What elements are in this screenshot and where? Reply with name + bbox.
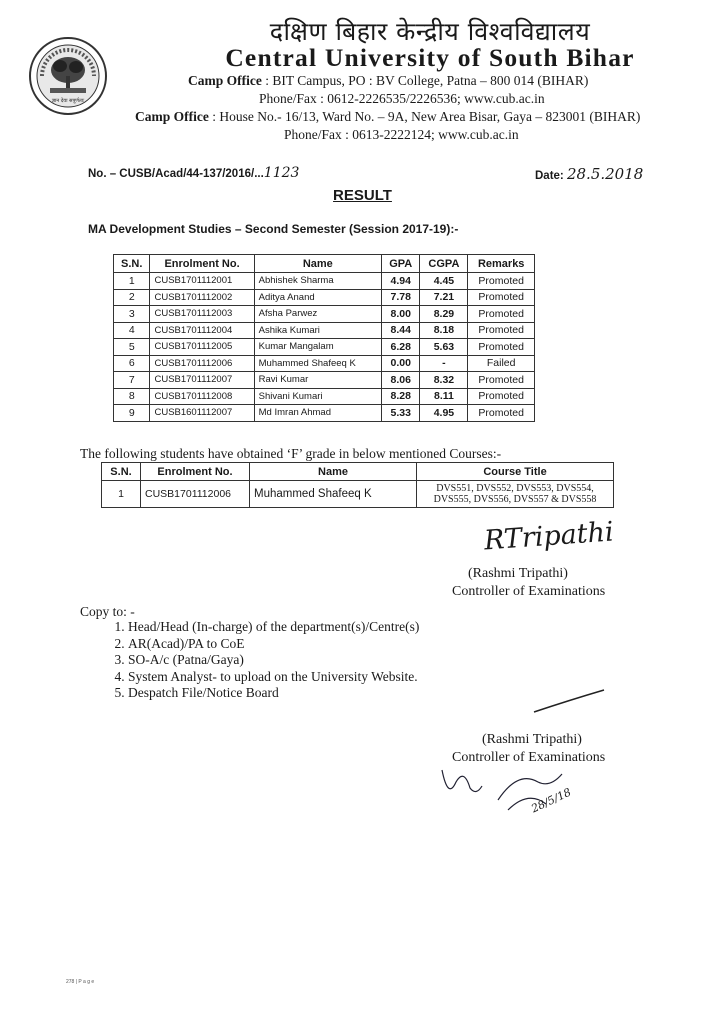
col-sn: S.N. (114, 255, 150, 273)
signature-stroke (530, 686, 610, 716)
fgrade-cell-name: Muhammed Shafeeq K (250, 481, 417, 508)
handwritten-date-note: 28/5/18 (529, 785, 574, 816)
university-logo (28, 36, 108, 116)
cell-remarks: Promoted (468, 405, 535, 422)
signature-handwritten: RTripathi (483, 516, 615, 557)
table-row (114, 372, 535, 389)
cell-name: Abhishek Sharma (254, 273, 381, 290)
cell-enrolment: CUSB1701112006 (150, 355, 254, 372)
table-row (114, 273, 535, 290)
cell-name: Shivani Kumari (254, 388, 381, 405)
table-row (102, 481, 614, 508)
cell-enrolment: CUSB1701112004 (150, 322, 254, 339)
cell-gpa: 6.28 (382, 339, 420, 356)
camp-office-2 (135, 109, 640, 125)
document-date (535, 165, 643, 183)
cell-remarks: Promoted (468, 322, 535, 339)
camp-office-1-phone: Phone/Fax : 0612-2226535/2226536; www.cub.ac.in (259, 91, 545, 106)
cell-remarks: Promoted (468, 372, 535, 389)
copy-to-list (104, 619, 419, 702)
cell-sn: 8 (114, 388, 150, 405)
cell-gpa: 8.28 (382, 388, 420, 405)
fgrade-cell-courses (417, 481, 614, 508)
cell-gpa: 0.00 (382, 355, 420, 372)
date-handwritten: 28.5.2018 (566, 165, 644, 183)
copy-to-label: Copy to: - (80, 604, 135, 619)
table-row (114, 405, 535, 422)
table-row (114, 355, 535, 372)
cell-enrolment: CUSB1701112005 (150, 339, 254, 356)
fgrade-col-course: Course Title (417, 463, 614, 481)
cell-cgpa: 8.32 (420, 372, 468, 389)
table-row (114, 388, 535, 405)
cell-sn: 5 (114, 339, 150, 356)
signatory-title-1: Controller of Examinations (452, 584, 606, 599)
table-row (114, 322, 535, 339)
cell-sn: 3 (114, 306, 150, 323)
cell-remarks: Promoted (468, 306, 535, 323)
programme-subtitle: MA Development Studies – Second Semester (Session 2017-19):- (88, 222, 459, 236)
fgrade-intro: The following students have obtained ‘F’ grade in below mentioned Courses:- (80, 446, 502, 461)
camp-office-2-label: Camp Office (135, 109, 209, 124)
fgrade-course-line-1: DVS551, DVS552, DVS553, DVS554, (436, 483, 594, 494)
fgrade-header-row (102, 463, 614, 481)
fgrade-course-line-2: DVS555, DVS556, DVS557 & DVS558 (433, 494, 597, 505)
reference-handwritten: 1123 (263, 165, 300, 181)
list-item: 2. AR(Acad)/PA to CoE (128, 636, 419, 653)
cell-sn: 6 (114, 355, 150, 372)
camp-office-1-address: : BIT Campus, PO : BV College, Patna – 800 014 (BIHAR) (265, 73, 589, 88)
hindi-university-name: दक्षिण बिहार केन्द्रीय विश्वविद्यालय (269, 17, 591, 46)
cell-name: Ashika Kumari (254, 322, 381, 339)
university-name: Central University of South Bihar (225, 43, 635, 72)
cell-enrolment: CUSB1701112003 (150, 306, 254, 323)
table-row (114, 306, 535, 323)
cell-gpa: 5.33 (382, 405, 420, 422)
cell-remarks: Failed (468, 355, 535, 372)
cell-enrolment: CUSB1601112007 (150, 405, 254, 422)
signatory-title-2: Controller of Examinations (452, 750, 606, 765)
cell-name: Muhammed Shafeeq K (254, 355, 381, 372)
signatory-name-1: (Rashmi Tripathi) (468, 566, 568, 581)
cell-name: Afsha Parwez (254, 306, 381, 323)
cell-remarks: Promoted (468, 339, 535, 356)
results-header-row (114, 255, 535, 273)
cell-gpa: 4.94 (382, 273, 420, 290)
cell-enrolment: CUSB1701112002 (150, 289, 254, 306)
page-number: 278 | P a g e (66, 979, 95, 985)
cell-sn: 4 (114, 322, 150, 339)
cell-cgpa: 8.11 (420, 388, 468, 405)
cell-name: Kumar Mangalam (254, 339, 381, 356)
results-table (113, 254, 535, 422)
cell-sn: 9 (114, 405, 150, 422)
cell-name: Md Imran Ahmad (254, 405, 381, 422)
camp-office-1-label: Camp Office (188, 73, 262, 88)
col-name: Name (254, 255, 381, 273)
cell-remarks: Promoted (468, 273, 535, 290)
cell-cgpa: 8.18 (420, 322, 468, 339)
fgrade-cell-enrolment: CUSB1701112006 (141, 481, 250, 508)
cell-remarks: Promoted (468, 289, 535, 306)
fgrade-col-enrolment: Enrolment No. (141, 463, 250, 481)
table-row (114, 339, 535, 356)
cell-gpa: 8.06 (382, 372, 420, 389)
fgrade-col-sn: S.N. (102, 463, 141, 481)
cell-gpa: 8.00 (382, 306, 420, 323)
cell-cgpa: 5.63 (420, 339, 468, 356)
cell-gpa: 8.44 (382, 322, 420, 339)
col-remarks: Remarks (468, 255, 535, 273)
list-item: 3. SO-A/c (Patna/Gaya) (128, 652, 419, 669)
cell-sn: 7 (114, 372, 150, 389)
camp-office-2-address: : House No.- 16/13, Ward No. – 9A, New Area Bisar, Gaya – 823001 (BIHAR) (212, 109, 641, 124)
list-item: 4. System Analyst- to upload on the University Website. (128, 669, 419, 686)
cell-enrolment: CUSB1701112001 (150, 273, 254, 290)
document-title: RESULT (333, 187, 392, 204)
camp-office-2-phone: Phone/Fax : 0613-2222124; www.cub.ac.in (284, 127, 519, 142)
table-row (114, 289, 535, 306)
cell-name: Aditya Anand (254, 289, 381, 306)
fgrade-table (101, 462, 614, 508)
reference-number (88, 165, 299, 181)
col-enrolment: Enrolment No. (150, 255, 254, 273)
cell-sn: 1 (114, 273, 150, 290)
col-gpa: GPA (382, 255, 420, 273)
cell-cgpa: 8.29 (420, 306, 468, 323)
cell-name: Ravi Kumar (254, 372, 381, 389)
cell-cgpa: 4.95 (420, 405, 468, 422)
camp-office-1 (188, 73, 588, 89)
cell-remarks: Promoted (468, 388, 535, 405)
signatory-name-2: (Rashmi Tripathi) (482, 732, 582, 747)
fgrade-cell-sn: 1 (102, 481, 141, 508)
cell-enrolment: CUSB1701112008 (150, 388, 254, 405)
fgrade-col-name: Name (250, 463, 417, 481)
reference-text: No. – CUSB/Acad/44-137/2016/... (88, 168, 264, 180)
cell-gpa: 7.78 (382, 289, 420, 306)
cell-sn: 2 (114, 289, 150, 306)
logo-motto: ज्ञान देवा सपूर्णताः (51, 98, 85, 104)
cell-cgpa: 7.21 (420, 289, 468, 306)
cell-enrolment: CUSB1701112007 (150, 372, 254, 389)
cell-cgpa: - (420, 355, 468, 372)
cell-cgpa: 4.45 (420, 273, 468, 290)
col-cgpa: CGPA (420, 255, 468, 273)
date-label: Date: (535, 170, 564, 182)
list-item: 5. Despatch File/Notice Board (128, 685, 419, 702)
list-item: 1. Head/Head (In-charge) of the department(s)/Centre(s) (128, 619, 419, 636)
